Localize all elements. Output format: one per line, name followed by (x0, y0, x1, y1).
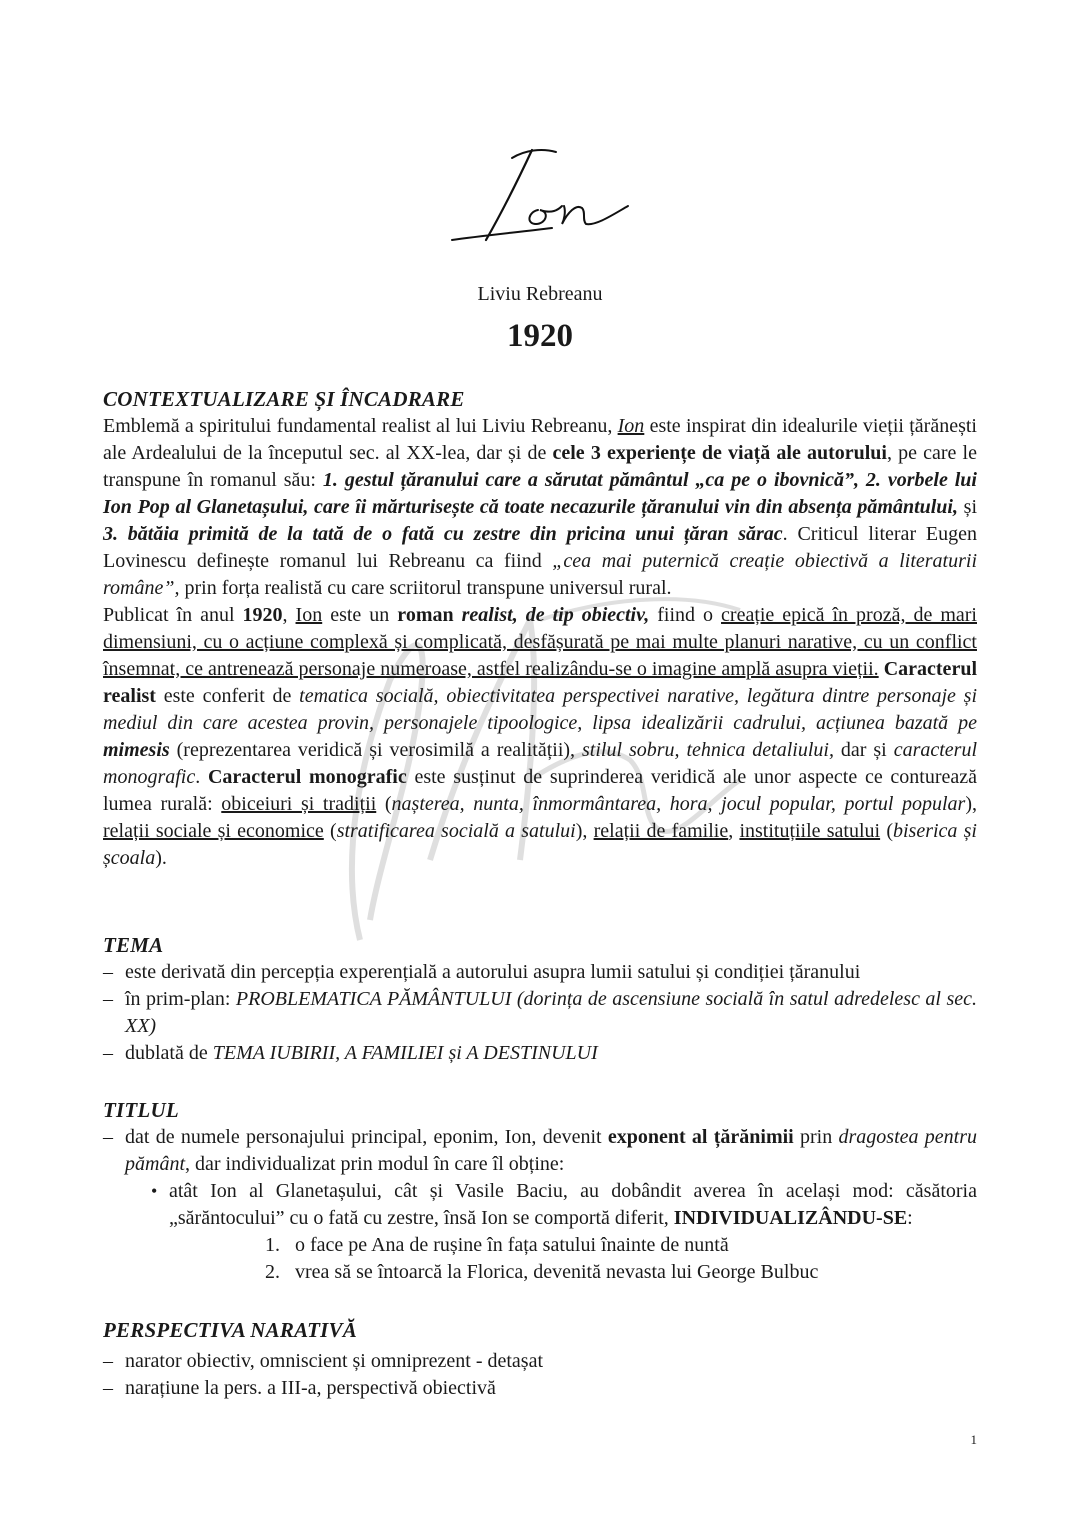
bold-italic-run: mimesis (103, 739, 170, 761)
titlul-bullets (103, 1178, 977, 1232)
bold-run: INDIVIDUALIZÂNDU-SE (673, 1207, 908, 1229)
text-run: ( (880, 820, 893, 842)
novel-title: Ion (617, 415, 645, 437)
underlined-run: relații de familie (593, 820, 729, 842)
text-run: este conferit de (155, 685, 300, 707)
text-run: narator obiectiv, omniscient și omniprezent - detașat (125, 1350, 544, 1372)
context-section (103, 386, 977, 872)
text-run: dat de numele personajului principal, eponim, Ion, devenit (125, 1126, 608, 1148)
text-run: , (282, 604, 296, 626)
title-signature (440, 140, 640, 250)
italic-run: dragostea pentru pământ (125, 1126, 977, 1175)
italic-run: TEMA IUBIRII, A FAMILIEI și A DESTINULUI (212, 1042, 598, 1064)
text-run: prin (793, 1126, 839, 1148)
experiences-run: 1. gestul țăranului care a sărutat pământul „ca pe o ibovnică”, 2. vorbele lui Ion Pop al Glanetașului, care îi mărturisește că toate necazurile țăranului vin din absența pământului, (103, 469, 977, 518)
list-item (103, 1375, 977, 1402)
text-run: ( (323, 820, 337, 842)
bold-run: Caracterul realist (103, 658, 977, 707)
titlul-numbered-list (103, 1232, 977, 1286)
list-item (265, 1259, 977, 1286)
text-run: . Criticul literar Eugen Lovinescu definește romanul lui Rebreanu ca fiind (103, 523, 977, 572)
italic-run: stratificarea socială a satului (336, 820, 576, 842)
text-run: vrea să se întoarcă la Florica, devenită nevasta lui George Bulbuc (295, 1261, 819, 1283)
bold-run: 1920 (242, 604, 283, 626)
italic-run: nașterea, nunta, înmormântarea, hora, jocul popular, portul popular (391, 793, 966, 815)
perspectiva-section (103, 1317, 977, 1402)
text-run: este un (322, 604, 398, 626)
list-item (103, 1124, 977, 1178)
tema-heading: TEMA (103, 933, 164, 957)
italic-run: biserica și școala (103, 820, 977, 869)
list-item (103, 959, 977, 986)
text-run: ). (155, 847, 167, 869)
text-run: fiind o (649, 604, 722, 626)
text-run: Emblemă a spiritului fundamental realist al lui Liviu Rebreanu, (103, 415, 618, 437)
quote-run: „cea mai puternică creație obiectivă a literaturii române”, (103, 550, 978, 599)
italic-run: tematica socială, obiectivitatea perspectivei narative, legătura dintre personaje și mediul din care acestea provin, personajele tipoologice, lipsa idealizării cadrului, acțiunea bazată pe (103, 685, 977, 734)
perspectiva-list (103, 1348, 977, 1402)
text-run: , dar individualizat prin modul în care îl obține: (185, 1153, 565, 1175)
page-number: 1 (970, 1432, 977, 1447)
italic-run: stilul sobru, tehnica detaliului, (582, 739, 834, 761)
text-run: ), (965, 793, 977, 815)
titlul-section (103, 1097, 977, 1286)
text-run: , pe care le transpune în romanul său: (103, 442, 977, 491)
bold-italic-run: realist, de tip obiectiv, (461, 604, 650, 626)
text-run: și (958, 496, 978, 518)
list-item (265, 1232, 977, 1259)
bold-run: exponent al țărănimii (607, 1126, 794, 1148)
text-run: narațiune la pers. a III-a, perspectivă obiectivă (125, 1377, 496, 1399)
bold-run: Caracterul monografic (207, 766, 407, 788)
text-run: ), (575, 820, 594, 842)
bold-run: roman (397, 604, 462, 626)
text-run: prin forța realistă cu care scriitorul transpune universul rural. (179, 577, 672, 599)
list-number: 1. (265, 1234, 280, 1256)
publication-year: 1920 (507, 318, 573, 354)
text-run: atât Ion al Glanetașului, cât și Vasile Baciu, au dobândit averea în același mod: căsătoria „sărăntocului” cu o fată cu zestre, însă Ion se comportă diferit, (169, 1180, 977, 1229)
context-paragraph-1 (103, 413, 977, 602)
text-run: (reprezentarea veridică și verosimilă a realității), (169, 739, 582, 761)
text-run: este susținut de suprinderea veridică ale unor aspecte ce conturează lumea rurală: (103, 766, 978, 815)
underlined-run: instituțiile satului (739, 820, 881, 842)
text-run: , (728, 820, 740, 842)
list-item (151, 1178, 977, 1232)
text-run: Publicat în anul (103, 604, 243, 626)
text-run: . (195, 766, 208, 788)
underlined-run: relații sociale și economice (103, 820, 324, 842)
text-run: ( (376, 793, 392, 815)
list-item (103, 1348, 977, 1375)
experiences-run: 3. bătăia primită de la tată de o fată cu zestre din pricina unui țăran sărac (103, 523, 783, 545)
tema-list (103, 959, 977, 1067)
text-run: este derivată din percepția experențială a autorului asupra lumii satului și condiției țăranului (125, 961, 861, 983)
text-run: : (907, 1207, 913, 1229)
titlul-heading: TITLUL (103, 1098, 179, 1122)
list-item (103, 986, 977, 1040)
bold-run: cele 3 experiențe de viață ale autorului (552, 442, 887, 464)
text-run: este inspirat din idealurile vieții țărănești ale Ardealului de la începutul sec. al XX-lea, dar și de (103, 415, 977, 464)
context-paragraph-2 (103, 602, 977, 872)
text-run: dublată de (125, 1042, 213, 1064)
text-run: dar și (833, 739, 894, 761)
underlined-run: obiceiuri și tradiții (221, 793, 377, 815)
italic-run: PROBLEMATICA PĂMÂNTULUI (dorința de ascensiune socială în satul adredelesc al sec. XX) (125, 988, 977, 1037)
list-item (103, 1040, 977, 1067)
text-run: o face pe Ana de rușine în fața satului înainte de nuntă (295, 1234, 729, 1256)
context-heading: CONTEXTUALIZARE ȘI ÎNCADRARE (103, 387, 465, 411)
author-name: Liviu Rebreanu (477, 283, 603, 305)
titlul-list (103, 1124, 977, 1178)
text-run: în prim-plan: (125, 988, 236, 1010)
novel-title: Ion (295, 604, 323, 626)
italic-run: caracterul monografic (103, 739, 977, 788)
list-number: 2. (265, 1261, 280, 1283)
tema-section (103, 932, 977, 1067)
perspectiva-heading: PERSPECTIVA NARATIVĂ (103, 1318, 357, 1342)
underlined-run: creație epică în proză, de mari dimensiuni, cu o acțiune complexă și complicată, desfășurată pe mai multe planuri narative, cu un conflict însemnat, ce antrenează personaje numeroase, astfel realizându-se o imagine amplă asupra vieții. (103, 604, 977, 680)
